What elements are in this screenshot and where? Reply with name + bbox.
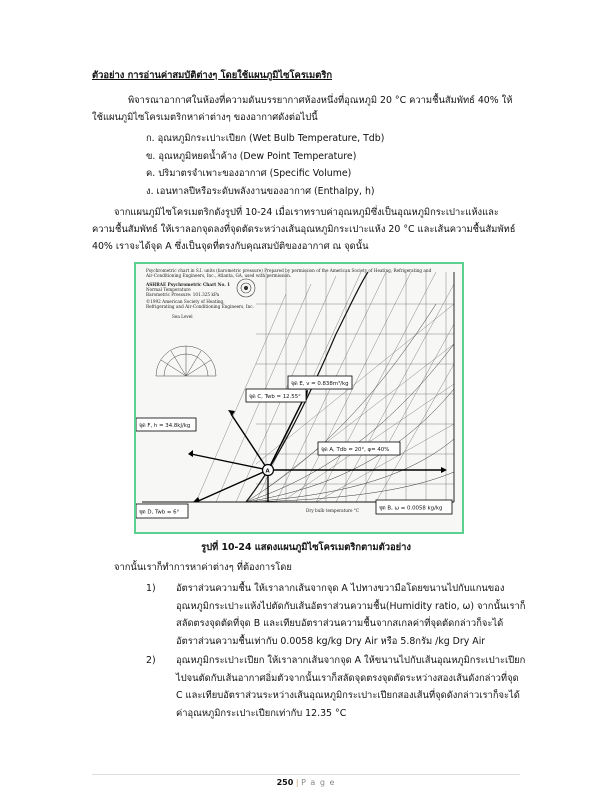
- intro-paragraph: พิจารณาอากาศในห้องที่ความดันบรรยากาศห้องหนึ่งที่อุณหภูมิ 20 °C ความชื้นสัมพัทธ์ 40% ให้ใช้แผนภูมิไซโครเมตริกหาค่าต่างๆ ของอากาศดังต่อไปนี้: [92, 95, 513, 123]
- callout-point-e: [288, 376, 352, 389]
- svg-text:จุด B, ω = 0.0058 kg/kg: จุด B, ω = 0.0058 kg/kg: [379, 505, 443, 512]
- steps-list: [146, 580, 526, 724]
- x-axis-label: Dry bulb temperature °C: [306, 508, 360, 513]
- svg-text:จุด E, v = 0.838m³/kg: จุด E, v = 0.838m³/kg: [291, 381, 349, 387]
- svg-text:จุด D, Twb = 6°: จุด D, Twb = 6°: [139, 509, 180, 516]
- chart-header-line: Refrigerating and Air-Conditioning Engineers, Inc.: [146, 304, 254, 309]
- figure-caption: รูปที่ 10-24 แสดงแผนภูมิไซโครเมตริกตามตัวอย่าง: [201, 542, 411, 553]
- step-text: อัตราส่วนความชื้น ให้เราลากเส้นจากจุด A ไปทางขวามือโดยขนานไปกับแกนของอุณหภูมิกระเปาะแห้งไปตัดกับเส้นอัตราส่วนความชื้น(Humidity ratio, ω) จากนั้นเราก็สลัดตรงจุดตัดที่จุด B และเทียบอัตราส่วนความชื้นจากสเกลค่าที่จุดตัดกล่าวก็จะได้อัตราส่วนความชื้นเท่ากับ 0.0058 kg/kg Dry Air หรือ 5.8กรัม /kg Dry Air: [176, 583, 526, 647]
- chart-header-line: Barometric Pressure: 101.325 kPa: [146, 292, 220, 297]
- callout-point-a: [318, 442, 400, 455]
- chart-header-line: Psychrometric chart in S.I. units (barometric pressure) Prepared by permission of the American Society of Heating, Refrigerating and: [146, 268, 432, 273]
- page-footer: [0, 778, 612, 788]
- psychrometric-chart: [136, 264, 462, 532]
- chart-header-line: Sea Level: [172, 314, 193, 319]
- method-paragraph: จากแผนภูมิไซโครเมตริกดังรูปที่ 10-24 เมื่อเราทราบค่าอุณหภูมิซึ่งเป็นอุณหภูมิกระเปาะแห้งและความชื้นสัมพัทธ์ ให้เราลอกจุดลงที่จุดตัดระหว่างเส้นอุณหภูมิกระเปาะแห้ง 20 °C และเส้นความชื้นสัมพัทธ์ 40% เราจะได้จุด A ซึ่งเป็นจุดที่ตรงกับคุณสมบัติของอากาศ ณ จุดนั้น: [92, 207, 516, 252]
- footer-divider: [92, 774, 520, 775]
- step-text: อุณหภูมิกระเปาะเปียก ให้เราลากเส้นจากจุด A ให้ขนานไปกับเส้นอุณหภูมิกระเปาะเปียกไปจนตัดกับเส้นอากาศอิ่มตัวจากนั้นเราก็สลัดจุดตรงจุดตัดระหว่างสองเส้นดังกล่าวที่จุด C และเทียบอัตราส่วนระหว่างเส้นอุณหภูมิกระเปาะเปียกสองเส้นที่จุดดังกล่าวเราก็จะได้ค่าอุณหภูมิกระเปาะเปียกเท่ากับ 12.35 °C: [176, 655, 526, 719]
- list-item: ค. ปริมาตรจำเพาะของอากาศ (Specific Volume): [146, 168, 352, 179]
- svg-text:จุด C, Twb = 12.55°: จุด C, Twb = 12.55°: [249, 394, 301, 400]
- svg-text:จุด A, Tdb = 20°, φ= 40%: จุด A, Tdb = 20°, φ= 40%: [321, 447, 390, 453]
- property-list: [146, 130, 384, 200]
- chart-header-line: Air-Conditioning Engineers, Inc., Atlanta, GA, used with permission.: [146, 273, 292, 278]
- page-number: 250: [276, 778, 294, 787]
- steps-intro: จากนั้นเราก็ทำการหาค่าต่างๆ ที่ต้องการโดย: [114, 562, 292, 573]
- footer-separator: |: [295, 778, 299, 787]
- callout-point-f: [136, 418, 196, 431]
- list-item: [146, 652, 526, 722]
- callout-point-c: [246, 389, 306, 402]
- step-number: 1): [146, 583, 156, 594]
- step-number: 2): [146, 655, 156, 666]
- callout-point-b: [376, 500, 452, 514]
- example-heading: ตัวอย่าง การอ่านค่าสมบัติต่างๆ โดยใช้แผนภูมิไซโครเมตริก: [92, 70, 333, 81]
- chart-header-line: ASHRAE Psychrometric Chart No. 1: [146, 282, 231, 287]
- chart-header-line: Normal Temperature: [146, 287, 191, 292]
- psychrometric-chart-figure: [134, 262, 464, 534]
- list-item: ง. เอนทาลปีหรือระดับพลังงานของอากาศ (Enthalpy, h): [146, 185, 375, 197]
- svg-text:จุด F, h = 34.8kJ/kg: จุด F, h = 34.8kJ/kg: [139, 423, 191, 429]
- callout-point-d: [136, 504, 188, 518]
- chart-header-line: ©1992 American Society of Heating,: [146, 299, 225, 304]
- page-word: P a g e: [301, 778, 336, 787]
- point-a-marker: [263, 465, 274, 476]
- list-item: ก. อุณหภูมิกระเปาะเปียก (Wet Bulb Temperature, Tdb): [146, 133, 385, 144]
- svg-text:A: A: [265, 468, 270, 475]
- list-item: ข. อุณหภูมิหยดน้ำค้าง (Dew Point Temperature): [146, 150, 357, 162]
- list-item: [146, 580, 526, 650]
